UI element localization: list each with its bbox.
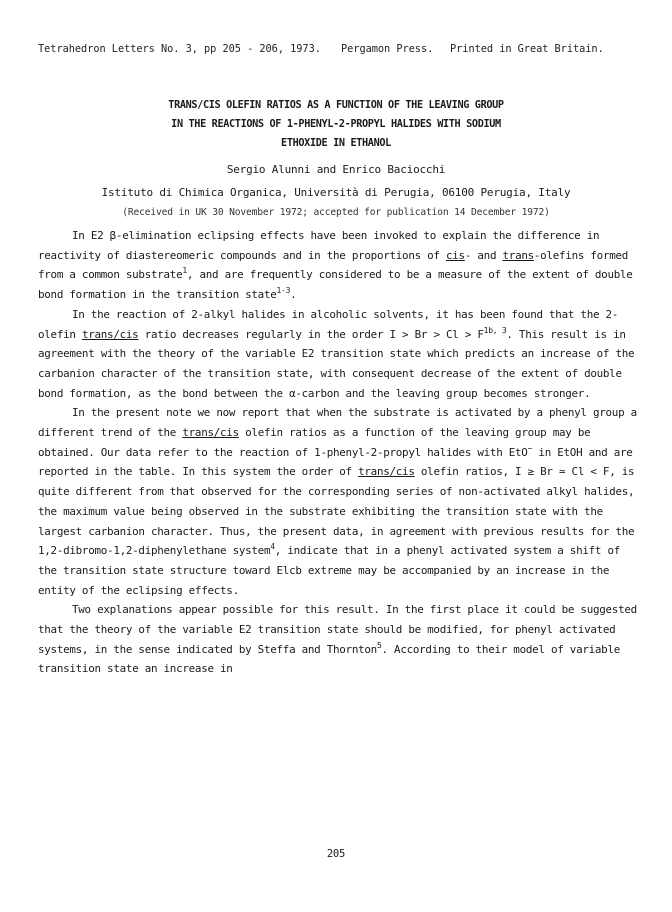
paragraph-3: In the present note we now report that when the substrate is activated by a phenyl group a different trend of the trans/cis olefin ratios as a function of the leaving group may be obtained. Our data refer to the reaction of 1-phenyl-2-propyl halides with EtO− in EtOH and are reported in the table. In this system the order of trans/cis olefin ratios, I ≥ Br ≃ Cl < F, is quite different from that observed for the corresponding series of non-activated alkyl halides, the maximum value being observed in the substrate exhibiting the transition state with the largest carbanion character. Thus, the present data, in agreement with previous results for the 1,2-dibromo-1,2-diphenylethane system$^4$, indicate that in a phenyl activated system a shift of the transition state structure toward Elcb extreme may be accompanied by an increase in the entity of the eclipsing effects. bbox=[38, 406, 637, 597]
journal-citation: Tetrahedron Letters No. 3, pp 205 - 206, 1973. bbox=[38, 43, 321, 55]
paragraph-4: Two explanations appear possible for this result. In the first place it could be suggested that the theory of the variable E2 transition state should be modified, for phenyl activated systems, in the sense indicated by Steffa and Thornton$^5$. According to their model of variable transition state an increase in bbox=[38, 603, 637, 676]
affiliation: Istituto di Chimica Organica, Università di Perugia, 06100 Perugia, Italy bbox=[101, 186, 571, 199]
cis-term: cis bbox=[446, 248, 465, 262]
publisher: Pergamon Press. bbox=[341, 43, 434, 55]
reference-marker: 4 bbox=[270, 542, 275, 552]
reference-marker: 5 bbox=[376, 640, 382, 650]
received-dates: (Received in UK 30 November 1972; accepted for publication 14 December 1972) bbox=[122, 207, 550, 218]
paragraph-2: In the reaction of 2-alkyl halides in alcoholic solvents, it has been found that the 2-olefin trans/cis ratio decreases regularly in the order $I > Br > Cl > F^{1b, 3}$. This result is in agreement with the theory of the variable E2 transition state which predicts an increase of the carbanion character of the transition state, with consequent decrease of the extent of double bond formation, as the bond between the α-carbon and the leaving group becomes stronger. bbox=[38, 307, 635, 400]
title-line-1: TRANS/CIS OLEFIN RATIOS AS A FUNCTION OF THE LEAVING GROUP bbox=[168, 100, 504, 111]
article-title bbox=[0, 96, 672, 153]
reference-marker: 1 bbox=[182, 266, 187, 276]
charge-superscript: − bbox=[527, 443, 533, 453]
paragraph-1: In E2 β-elimination eclipsing effects have been invoked to explain the difference in reactivity of diastereomeric compounds and in the proportions of cis- and trans-olefins formed from a common substrate$^1$, and are frequently considered to be a measure of the extent of double bond formation in the transition state$^{1-3}$. bbox=[38, 229, 633, 302]
reference-marker: 1-3 bbox=[276, 286, 291, 296]
author-list: Sergio Alunni and Enrico Baciocchi bbox=[226, 163, 446, 176]
trans-term: trans bbox=[502, 248, 534, 262]
trans-cis-term: trans/cis bbox=[81, 327, 139, 341]
article-body bbox=[38, 226, 638, 679]
title-line-2: IN THE REACTIONS OF 1-PHENYL-2-PROPYL HALIDES WITH SODIUM bbox=[171, 119, 501, 130]
page-number: 205 bbox=[326, 848, 346, 860]
printed-notice: Printed in Great Britain. bbox=[450, 43, 604, 55]
reference-marker: 1b, 3 bbox=[483, 325, 507, 335]
title-line-3: ETHOXIDE IN ETHANOL bbox=[281, 138, 391, 149]
trans-cis-term: trans/cis bbox=[182, 426, 239, 440]
trans-cis-term: trans/cis bbox=[358, 465, 415, 479]
